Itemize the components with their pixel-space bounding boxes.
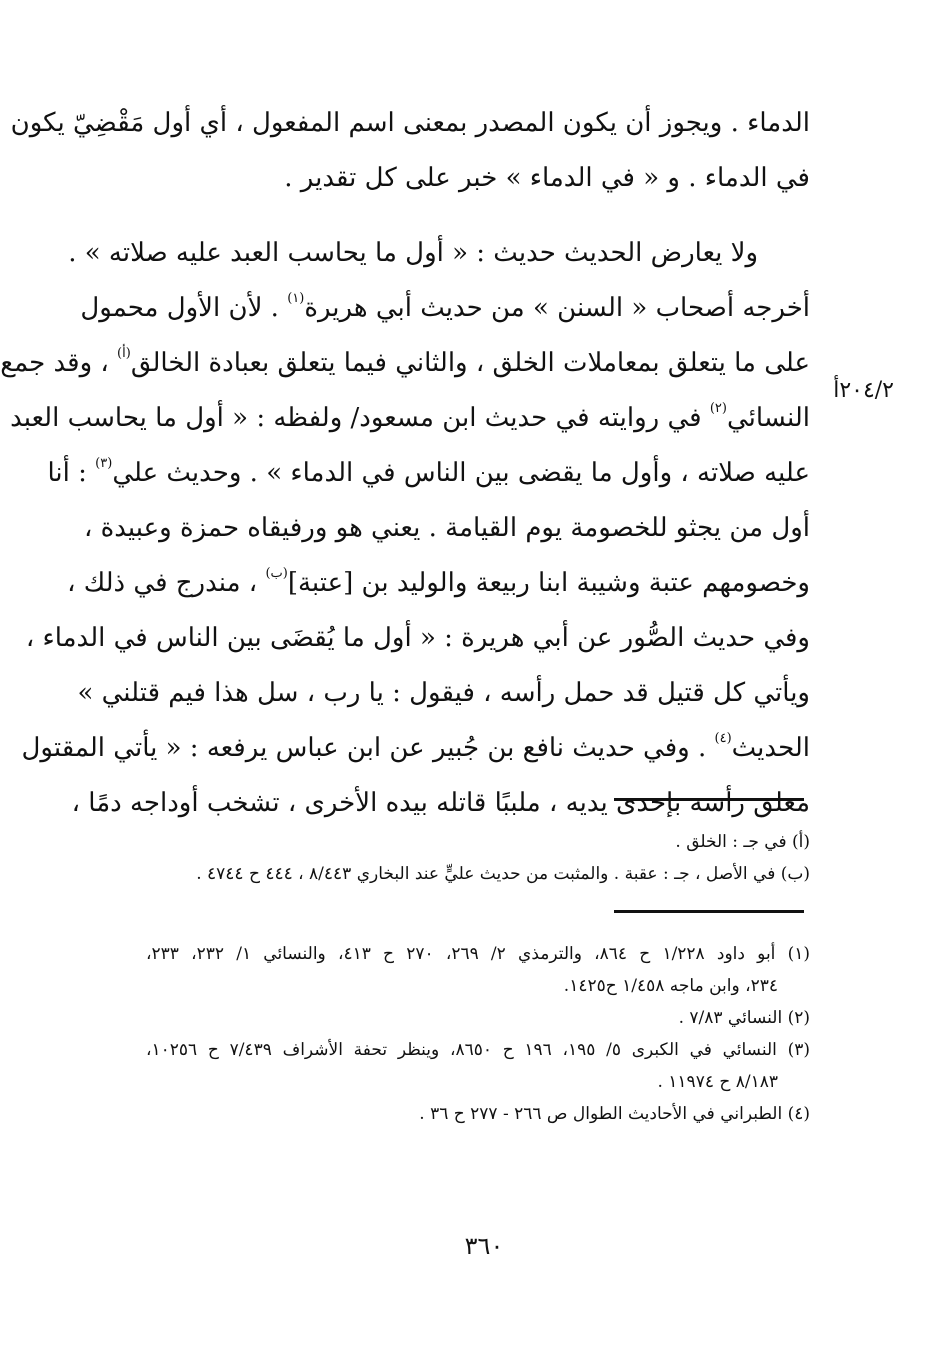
text-line-6-end: في روايته في حديث ابن مسعود/ ولفظه : « أول ما يحاسب العبد [10,403,710,433]
text-line-10: وفي حديث الصُّور عن أبي هريرة : « أول ما يُقضَى بين الناس في الدماء ، [25,623,810,653]
text-line-12 [21,721,810,776]
footnote-ref-3[interactable]: (٣) [95,456,113,471]
text-line-6 [10,391,810,446]
text-line-3 [68,226,810,281]
text-line-3-content: ولا يعارض الحديث حديث : « أول ما يحاسب العبد عليه صلاته » . [68,238,758,268]
footnote-1-continued: ٢٣٤، وابن ماجه ١/٤٥٨ ح١٤٢٥. [563,976,778,996]
paragraph-gap [146,206,810,226]
page-number: ٣٦٠ [464,1232,504,1260]
footnote-divider-numbers [614,910,804,913]
footnote-2: (٢) النسائي ٧/٨٣ . [678,1008,810,1028]
footnote-1: (١) أبو داود ١/٢٢٨ ح ٨٦٤، والترمذي ٢/ ٢٦٩، ٢٧٠ ح ٤١٣، والنسائي ١/ ٢٣٢، ٢٣٣، [146,944,811,964]
text-line-12-start: الحديث [731,733,810,763]
footnote-3: (٣) النسائي في الكبرى ٥/ ١٩٥، ١٩٦ ح ٨٦٥٠، وينظر تحفة الأشراف ٧/٤٣٩ ح ١٠٢٥٦، [146,1040,811,1060]
footnote-ref-4[interactable]: (٤) [714,731,732,746]
text-line-4-start: أخرجه أصحاب « السنن » من حديث أبي هريرة [304,293,810,323]
text-line-11: ويأتي كل قتيل قد حمل رأسه ، فيقول : يا رب ، سل هذا فيم قتلني » [77,678,810,708]
footnote-ref-a[interactable]: (أ) [117,346,131,361]
text-line-8: أول من يجثو للخصومة يوم القيامة . يعني هو ورفيقاه حمزة وعبيدة ، [84,513,810,543]
footnote-ref-b[interactable]: (ب) [265,566,288,581]
text-line-4-end: . لأن الأول محمول [80,293,288,323]
footnotes-numbered [146,938,810,1130]
text-line-5-start: على ما يتعلق بمعاملات الخلق ، والثاني فيما يتعلق بعبادة الخالق [130,348,810,378]
footnotes-lettered [146,826,810,890]
footnote-ref-1[interactable]: (١) [287,291,305,306]
margin-manuscript-reference: ٢٠٤/٢أ [833,378,894,403]
text-line-9 [67,556,810,611]
footnote-ref-2[interactable]: (٢) [709,401,727,416]
footnote-b: (ب) في الأصل ، جـ : عقبة . والمثبت من حديث عليٍّ عند البخاري ٨/٤٤٣ ، ٤٤٤ ح ٤٧٤٤ . [196,864,810,884]
text-line-6-start: النسائي [726,403,810,433]
footnote-a: (أ) في جـ : الخلق . [675,832,810,852]
text-line-5 [0,336,810,391]
text-line-7-end: : أنا [47,458,96,488]
text-line-9-end: ، مندرج في ذلك ، [67,568,266,598]
text-line-1: الدماء . ويجوز أن يكون المصدر بمعنى اسم المفعول ، أي أول مَقْضِيّ يكون [10,108,810,138]
text-line-9-start: وخصومهم عتبة وشيبة ابنا ربيعة والوليد بن [عتبة] [287,568,810,598]
text-line-5-end: ، وقد جمع [0,348,118,378]
text-line-7 [47,446,810,501]
footnote-4: (٤) الطبراني في الأحاديث الطوال ص ٢٦٦ - ٢٧٧ ح ٣٦ . [419,1104,810,1124]
text-line-13: معلق رأسه بإحدى يديه ، ملببًا قاتله بيده الأخرى ، تشخب أوداجه دمًا ، [71,788,810,818]
text-line-2: في الدماء . و « في الدماء » خبر على كل تقدير . [284,163,810,193]
text-line-12-end: . وفي حديث نافع بن جُبير عن ابن عباس يرفعه : « يأتي المقتول [21,733,715,763]
footnote-divider-letters [614,798,804,801]
text-line-7-start: عليه صلاته ، وأول ما يقضى بين الناس في الدماء » . وحديث علي [112,458,810,488]
text-line-4 [80,281,810,336]
main-text-body [0,96,810,831]
footnote-3-continued: ٨/١٨٣ ح ١١٩٧٤ . [657,1072,778,1092]
